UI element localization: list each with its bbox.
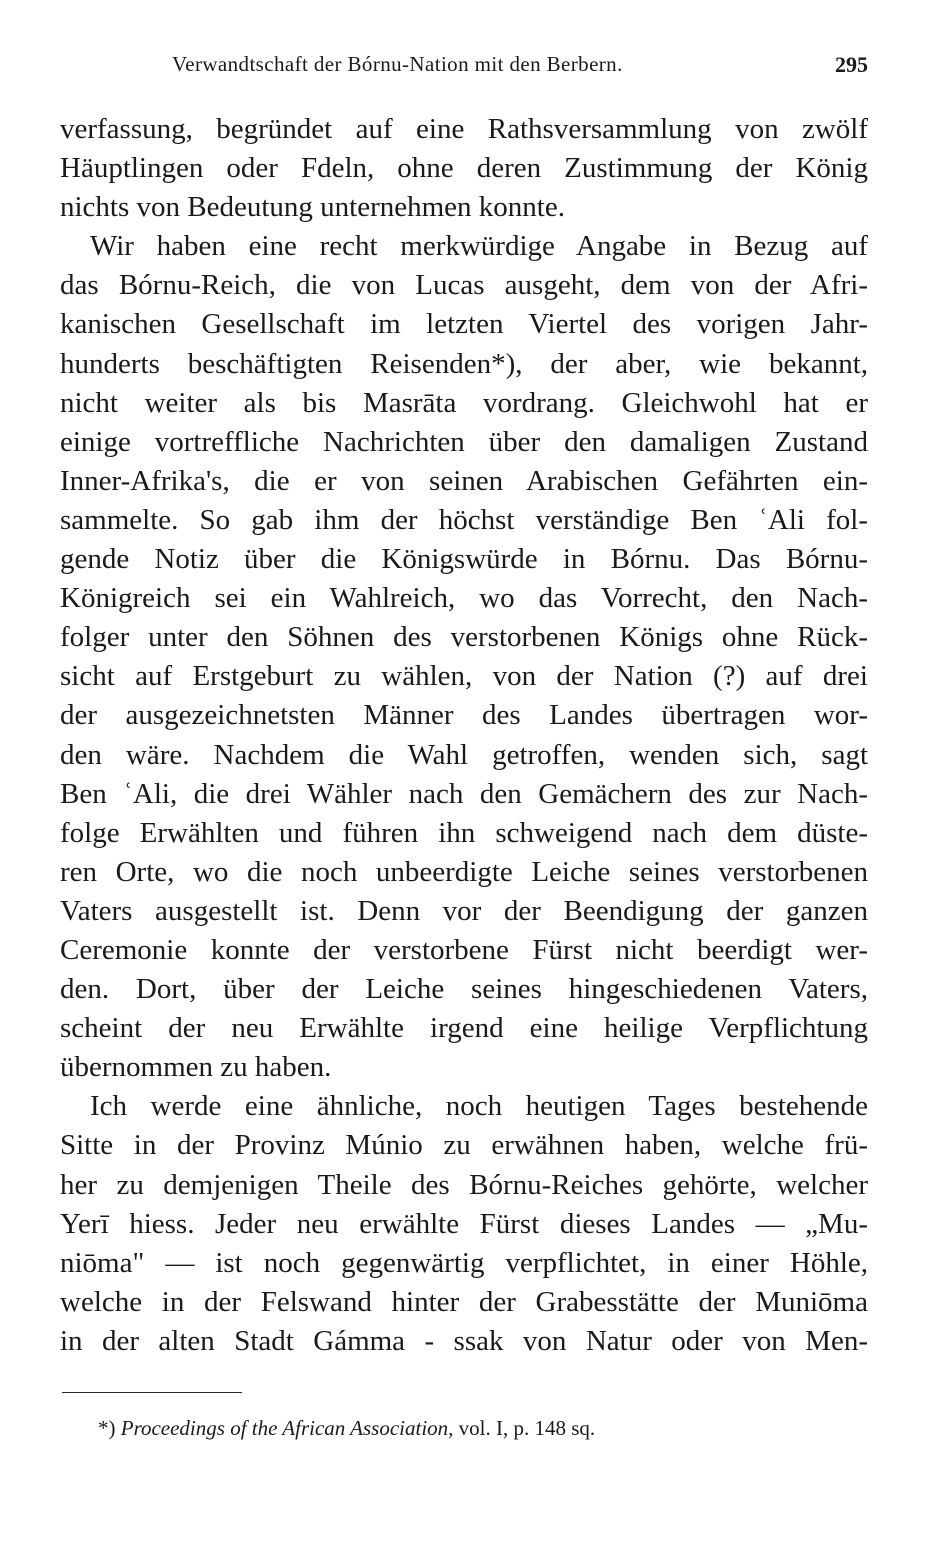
- text-line: nichts von Bedeutung unternehmen konnte.: [60, 191, 565, 224]
- text-line: folger unter den Söhnen des verstorbenen Königs ohne Rück-: [60, 621, 868, 654]
- text-line: niōma" — ist noch gegenwärtig verpflichtet, in einer Höhle,: [60, 1246, 868, 1279]
- page-number: 295: [835, 52, 868, 77]
- text-line: welche in der Felswand hinter der Grabesstätte der Muniōma: [60, 1285, 868, 1318]
- text-line: in der alten Stadt Gámma - ssak von Natur oder von Men-: [60, 1324, 868, 1357]
- text-line: hunderts beschäftigten Reisenden*), der aber, wie bekannt,: [60, 347, 868, 380]
- text-line: Ben ʿAli, die drei Wähler nach den Gemächern des zur Nach-: [60, 777, 868, 810]
- footnote-rule: [62, 1392, 242, 1393]
- text-line: Königreich sei ein Wahlreich, wo das Vorrecht, den Nach-: [60, 582, 868, 615]
- text-line: übernommen zu haben.: [60, 1051, 332, 1084]
- running-title: Verwandtschaft der Bórnu-Nation mit den Berbern.: [172, 52, 623, 76]
- footnote: [98, 1416, 595, 1441]
- text-line: der ausgezeichnetsten Männer des Landes übertragen wor-: [60, 699, 868, 732]
- text-line: nicht weiter als bis Masrāta vordrang. Gleichwohl hat er: [60, 386, 868, 419]
- text-line: kanischen Gesellschaft im letzten Viertel des vorigen Jahr-: [60, 308, 868, 341]
- text-line: den wäre. Nachdem die Wahl getroffen, wenden sich, sagt: [60, 738, 868, 771]
- text-line: verfassung, begründet auf eine Rathsversammlung von zwölf: [60, 113, 868, 145]
- text-line: folge Erwählten und führen ihn schweigend nach dem düste-: [60, 816, 868, 849]
- text-line: ren Orte, wo die noch unbeerdigte Leiche seines verstorbenen: [60, 855, 868, 888]
- text-line: einige vortreffliche Nachrichten über den damaligen Zustand: [60, 425, 868, 458]
- text-line: Ceremonie konnte der verstorbene Fürst nicht beerdigt wer-: [60, 933, 868, 966]
- footnote-marker: *): [98, 1416, 116, 1440]
- text-line: scheint der neu Erwählte irgend eine heilige Verpflichtung: [60, 1012, 868, 1045]
- text-line: gende Notiz über die Königswürde in Bórnu. Das Bórnu-: [60, 543, 868, 576]
- text-line: Vaters ausgestellt ist. Denn vor der Beendigung der ganzen: [60, 894, 868, 927]
- footnote-title: Proceedings of the African Association,: [120, 1416, 454, 1440]
- text-line: Inner-Afrika's, die er von seinen Arabischen Gefährten ein-: [60, 464, 868, 497]
- running-head: [60, 52, 870, 88]
- text-line: Wir haben eine recht merkwürdige Angabe in Bezug auf: [90, 230, 868, 263]
- text-line: den. Dort, über der Leiche seines hingeschiedenen Vaters,: [60, 973, 868, 1006]
- text-line: sicht auf Erstgeburt zu wählen, von der Nation (?) auf drei: [60, 660, 868, 693]
- text-line: Yerī hiess. Jeder neu erwählte Fürst dieses Landes — „Mu-: [60, 1207, 868, 1240]
- text-line: sammelte. So gab ihm der höchst verständige Ben ʿAli fol-: [60, 503, 868, 536]
- footnote-reference: vol. I, p. 148 sq.: [458, 1416, 596, 1440]
- body-text: [60, 110, 868, 1361]
- text-line: Sitte in der Provinz Múnio zu erwähnen haben, welche frü-: [60, 1129, 868, 1162]
- text-line: Häuptlingen oder Fdeln, ohne deren Zustimmung der König: [60, 152, 868, 185]
- text-line: das Bórnu-Reich, die von Lucas ausgeht, dem von der Afri-: [60, 269, 868, 302]
- text-line: Ich werde eine ähnliche, noch heutigen Tages bestehende: [90, 1090, 868, 1123]
- text-line: her zu demjenigen Theile des Bórnu-Reiches gehörte, welcher: [60, 1168, 868, 1201]
